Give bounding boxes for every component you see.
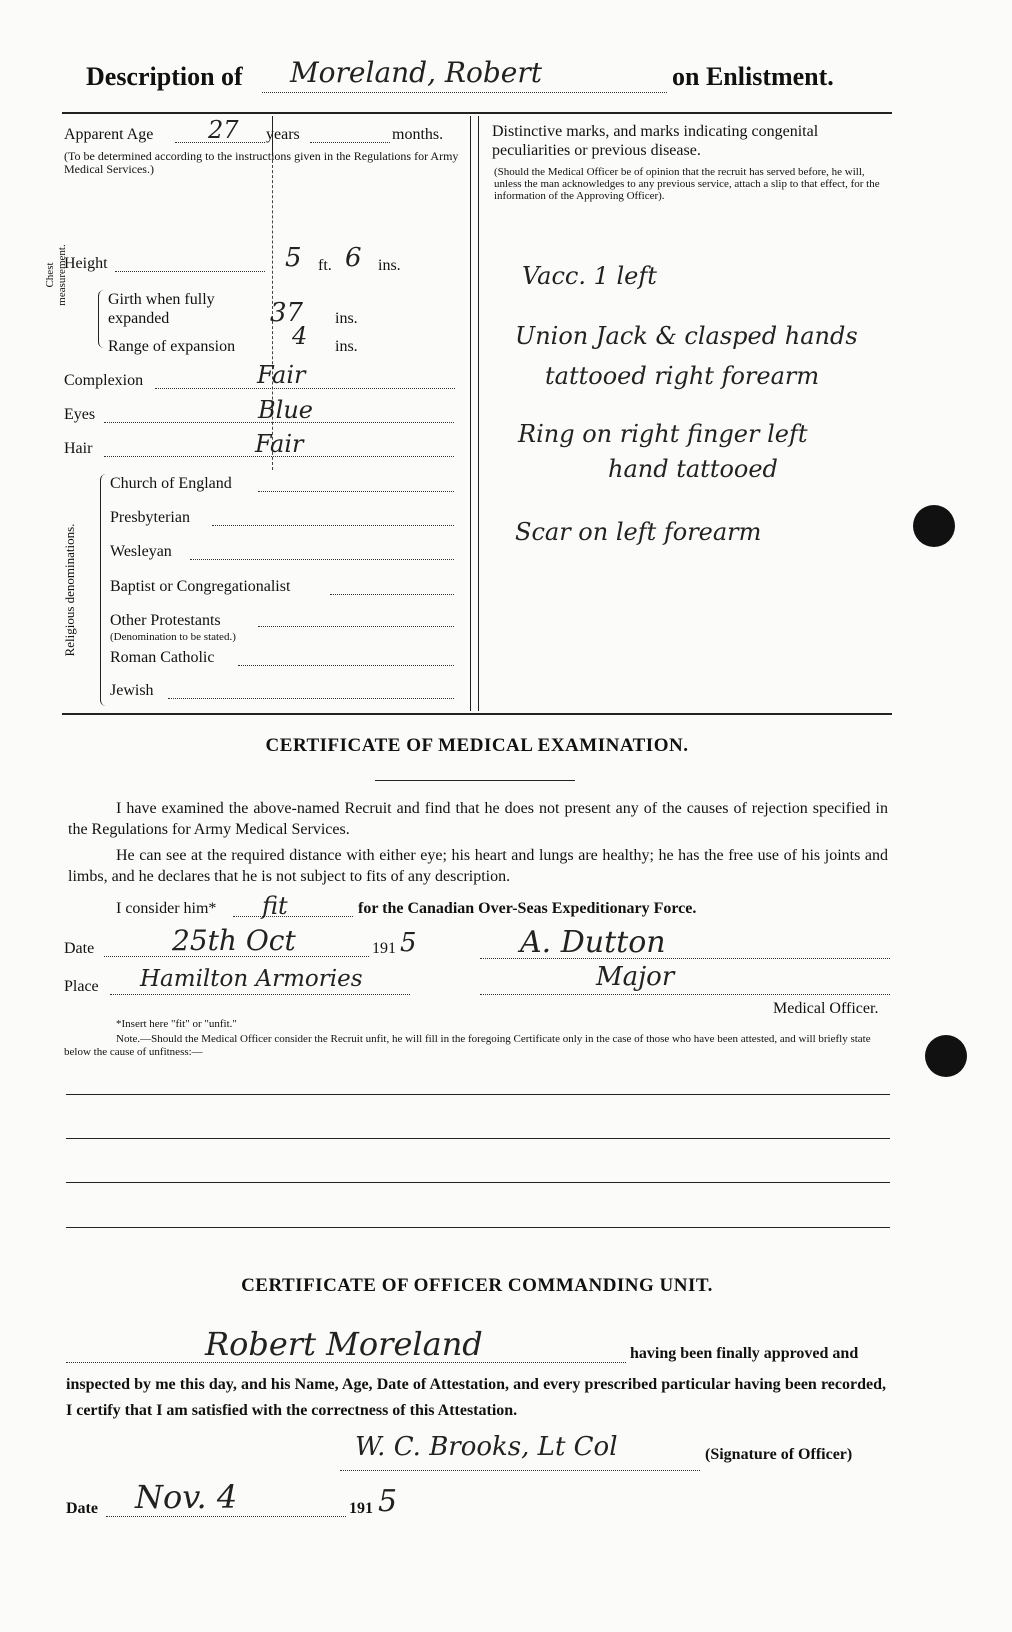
mark-line-4: Ring on right finger left	[518, 420, 808, 448]
height-label: Height	[64, 255, 108, 272]
religion-wesleyan: Wesleyan	[110, 543, 172, 560]
religion-roman-catholic: Roman Catholic	[110, 649, 215, 666]
punch-hole-bottom	[925, 1035, 967, 1077]
age-value: 27	[208, 116, 239, 144]
medical-year-digit: 5	[400, 928, 417, 958]
medical-date-label: Date	[64, 940, 95, 957]
religion-baptist: Baptist or Congregationalist	[110, 578, 291, 595]
height-in-value: 6	[345, 243, 362, 273]
range-label: Range of expansion	[108, 338, 236, 355]
force-label: for the Canadian Over-Seas Expeditionary Force.	[358, 900, 697, 917]
medical-title-rule	[375, 780, 575, 781]
marks-note: (Should the Medical Officer be of opinion that the recruit has served before, he will, unless the man acknowledges to any previous service, attach a slip to that effect, for the information of the Approving Officer).	[494, 166, 880, 202]
months-dots	[310, 142, 390, 143]
officer-rank: Major	[596, 962, 675, 992]
months-label: months.	[392, 126, 444, 143]
header-rule	[62, 112, 892, 114]
enlistee-name: Moreland, Robert	[290, 56, 542, 89]
height-dots	[115, 271, 265, 272]
recruit-name-signature: Robert Moreland	[205, 1325, 483, 1363]
commanding-date-value: Nov. 4	[135, 1478, 238, 1516]
height-ft-value: 5	[285, 243, 302, 273]
eyes-value: Blue	[258, 396, 313, 424]
range-ins-label: ins.	[335, 338, 358, 355]
consider-label: I consider him*	[116, 900, 217, 917]
religion-other-protestants: Other Protestants	[110, 612, 221, 629]
religion-brace	[100, 474, 107, 706]
medical-officer-label: Medical Officer.	[773, 1000, 879, 1017]
medical-title: CERTIFICATE OF MEDICAL EXAMINATION.	[265, 735, 689, 756]
header-suffix: on Enlistment.	[672, 62, 834, 91]
denomination-note: (Denomination to be stated.)	[110, 631, 236, 643]
fit-value: fit	[262, 892, 288, 920]
marks-heading: Distinctive marks, and marks indicating congenital peculiarities or previous disease.	[492, 123, 819, 159]
place-dots	[110, 994, 410, 995]
girth-ins-label: ins.	[335, 310, 358, 327]
mark-line-2: Union Jack & clasped hands	[515, 322, 858, 350]
commanding-officer-signature: W. C. Brooks, Lt Col	[355, 1432, 618, 1462]
chest-brace	[98, 290, 105, 348]
commanding-year-printed: 191	[349, 1500, 373, 1517]
commanding-body: inspected by me this day, and his Name, Age, Date of Attestation, and every prescribed particular having been recorded, I certify that I am satisfied with the correctness of this Attestation.	[66, 1376, 886, 1419]
girth-label: Girth when fully expanded	[108, 291, 215, 327]
officer-signature-dots	[340, 1470, 700, 1471]
signature-of-officer-label: (Signature of Officer)	[705, 1446, 853, 1463]
religion-dots-1	[212, 525, 454, 526]
eyes-label: Eyes	[64, 406, 96, 423]
unfit-line-3	[66, 1182, 890, 1183]
mark-line-1: Vacc. 1 left	[522, 262, 657, 290]
height-ins-label: ins.	[378, 257, 401, 274]
commanding-date-label: Date	[66, 1500, 98, 1517]
mark-line-5: hand tattooed	[608, 455, 778, 483]
religion-dots-4	[258, 626, 454, 627]
header-prefix: Description of	[86, 62, 243, 91]
center-divider-inner	[478, 116, 479, 711]
apparent-age-label: Apparent Age	[64, 126, 154, 143]
signature-dots	[480, 958, 890, 959]
commanding-date-dots	[106, 1516, 346, 1517]
fit-dots	[233, 916, 353, 917]
recruit-name-dots	[66, 1362, 626, 1363]
ft-label: ft.	[318, 257, 332, 274]
religion-dots-5	[238, 665, 454, 666]
age-note: (To be determined according to the instructions given in the Regulations for Army Medical Services.)	[64, 149, 459, 176]
religion-jewish: Jewish	[110, 682, 154, 699]
medical-date-value: 25th Oct	[172, 924, 296, 957]
religion-label: Religious denominations.	[62, 523, 77, 657]
hair-value: Fair	[255, 430, 304, 458]
mark-line-3: tattooed right forearm	[545, 362, 820, 390]
chest-label: Chest measurement.	[44, 244, 68, 306]
medical-para-1: I have examined the above-named Recruit and find that he does not present any of the causes of rejection specified in the Regulations for Army Medical Services.	[68, 800, 888, 838]
commanding-title: CERTIFICATE OF OFFICER COMMANDING UNIT.	[241, 1275, 713, 1296]
religion-dots-0	[258, 491, 454, 492]
name-dots	[262, 92, 667, 93]
rank-dots	[480, 994, 890, 995]
religion-presbyterian: Presbyterian	[110, 509, 190, 526]
place-value: Hamilton Armories	[140, 966, 363, 992]
insert-note: *Insert here "fit" or "unfit."	[116, 1018, 237, 1030]
unfit-note: Note.—Should the Medical Officer consider the Recruit unfit, he will fill in the foregoing Certificate only in the case of those who have been attested, and will briefly state below the cause of unfitness:—	[64, 1033, 871, 1058]
section-rule	[62, 713, 892, 715]
hair-label: Hair	[64, 440, 93, 457]
medical-officer-signature: A. Dutton	[520, 925, 666, 960]
religion-dots-3	[330, 594, 454, 595]
center-divider	[470, 116, 471, 711]
approved-text: having been finally approved and	[630, 1345, 859, 1362]
religion-dots-6	[168, 698, 454, 699]
medical-year-printed: 191	[372, 940, 396, 957]
commanding-year-digit: 5	[378, 1484, 398, 1519]
unfit-line-4	[66, 1227, 890, 1228]
medical-para-2: He can see at the required distance with either eye; his heart and lungs are healthy; he has the free use of his joints and limbs, and he declares that he is not subject to fits of any description.	[68, 847, 888, 885]
religion-dots-2	[190, 559, 454, 560]
place-label: Place	[64, 978, 99, 995]
punch-hole-top	[913, 505, 955, 547]
complexion-label: Complexion	[64, 372, 144, 389]
unfit-line-1	[66, 1094, 890, 1095]
religion-church-of-england: Church of England	[110, 475, 232, 492]
years-label: years	[266, 126, 300, 143]
girth-value: 37	[270, 298, 304, 328]
mark-line-6: Scar on left forearm	[515, 518, 762, 546]
complexion-value: Fair	[257, 361, 306, 389]
unfit-line-2	[66, 1138, 890, 1139]
range-value: 4	[292, 322, 308, 350]
